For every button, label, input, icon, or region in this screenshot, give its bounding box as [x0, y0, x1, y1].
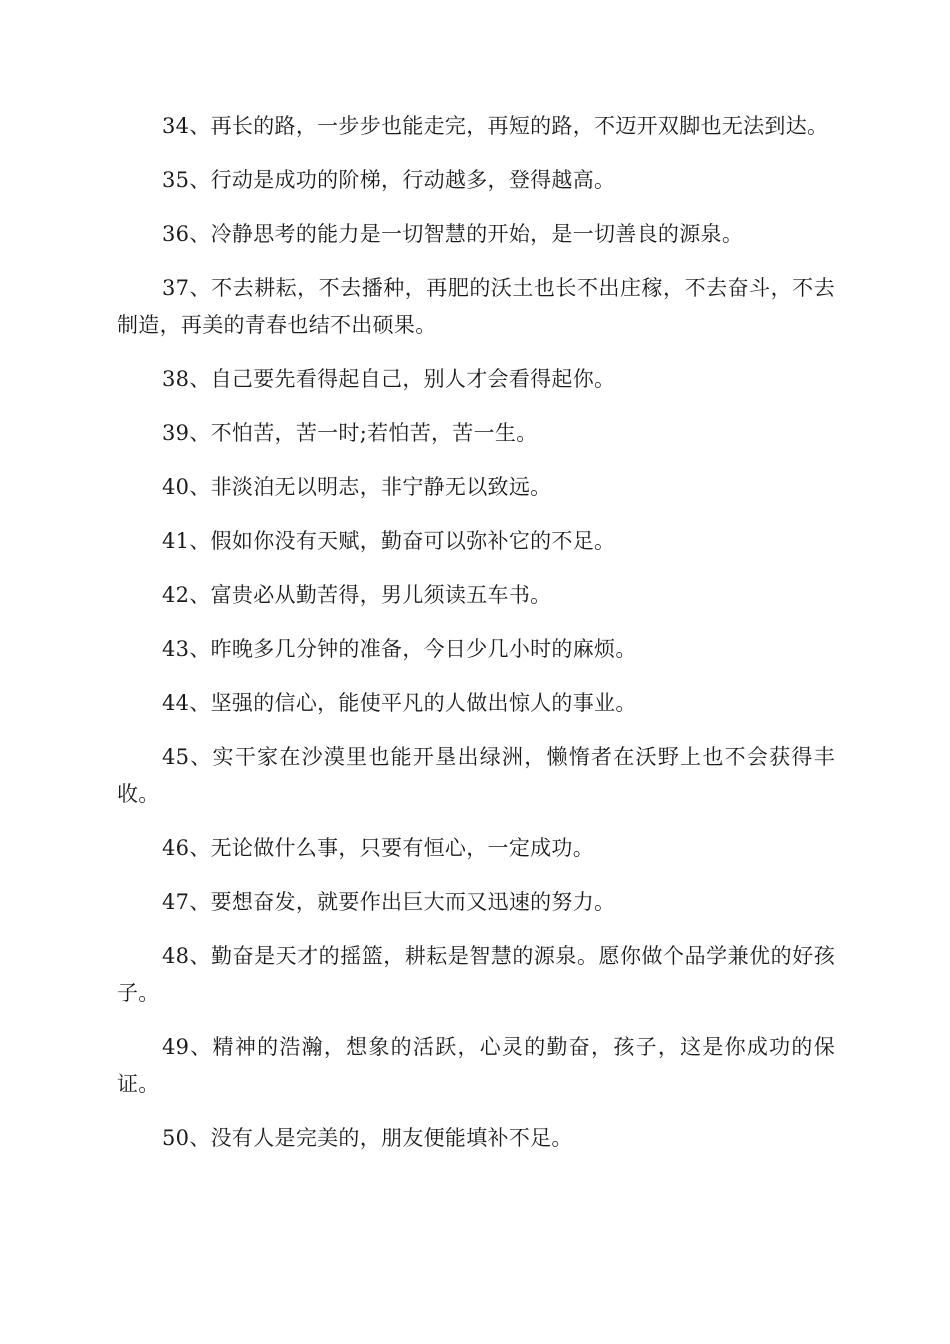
list-item	[117, 739, 835, 813]
item-text: 、冷静思考的能力是一切智慧的开始，是一切善良的源泉。	[189, 222, 744, 246]
item-number: 37	[162, 276, 190, 300]
list-item	[117, 361, 835, 398]
item-number: 44	[162, 691, 190, 715]
list-item	[117, 469, 835, 506]
item-number: 41	[162, 529, 190, 553]
list-item	[117, 523, 835, 560]
item-number: 35	[162, 168, 190, 192]
list-item	[117, 162, 835, 199]
item-text: 、要想奋发，就要作出巨大而又迅速的努力。	[189, 890, 616, 914]
item-text: 、非淡泊无以明志，非宁静无以致远。	[189, 475, 552, 499]
list-item	[117, 1120, 835, 1157]
item-text: 、无论做什么事，只要有恒心，一定成功。	[189, 836, 595, 860]
list-item	[117, 577, 835, 614]
list-item	[117, 884, 835, 921]
item-text: 、实干家在沙漠里也能开垦出绿洲，懒惰者在沃野上也不会获得丰收。	[117, 745, 835, 806]
item-number: 40	[162, 475, 190, 499]
item-text: 、昨晚多几分钟的准备，今日少几小时的麻烦。	[189, 637, 637, 661]
item-text: 、假如你没有天赋，勤奋可以弥补它的不足。	[189, 529, 616, 553]
item-number: 38	[162, 367, 190, 391]
item-text: 、精神的浩瀚，想象的活跃，心灵的勤奋，孩子，这是你成功的保证。	[117, 1035, 835, 1096]
item-number: 48	[162, 944, 190, 968]
list-item	[117, 108, 835, 145]
item-text: 、富贵必从勤苦得，男儿须读五车书。	[189, 583, 552, 607]
item-text: 、自己要先看得起自己，别人才会看得起你。	[189, 367, 616, 391]
item-number: 49	[162, 1035, 190, 1059]
list-item	[117, 938, 835, 1012]
item-text: 、勤奋是天才的摇篮，耕耘是智慧的源泉。愿你做个品学兼优的好孩子。	[117, 944, 835, 1005]
item-text: 、不怕苦，苦一时;若怕苦，苦一生。	[189, 421, 538, 445]
item-text: 、行动是成功的阶梯，行动越多，登得越高。	[189, 168, 616, 192]
list-item	[117, 1029, 835, 1103]
item-text: 、再长的路，一步步也能走完，再短的路，不迈开双脚也无法到达。	[189, 114, 829, 138]
item-text: 、没有人是完美的，朋友便能填补不足。	[189, 1126, 573, 1150]
list-item	[117, 631, 835, 668]
list-item	[117, 685, 835, 722]
list-item	[117, 415, 835, 452]
item-number: 36	[162, 222, 190, 246]
item-number: 50	[162, 1126, 190, 1150]
item-number: 42	[162, 583, 190, 607]
list-item	[117, 270, 835, 344]
item-text: 、不去耕耘，不去播种，再肥的沃土也长不出庄稼，不去奋斗，不去制造，再美的青春也结不出硕果。	[117, 276, 835, 337]
item-text: 、坚强的信心，能使平凡的人做出惊人的事业。	[189, 691, 637, 715]
item-number: 39	[162, 421, 190, 445]
item-number: 46	[162, 836, 190, 860]
list-item	[117, 216, 835, 253]
item-number: 47	[162, 890, 190, 914]
item-number: 43	[162, 637, 190, 661]
quote-list	[117, 108, 835, 1174]
item-number: 34	[162, 114, 190, 138]
list-item	[117, 830, 835, 867]
item-number: 45	[162, 745, 190, 769]
